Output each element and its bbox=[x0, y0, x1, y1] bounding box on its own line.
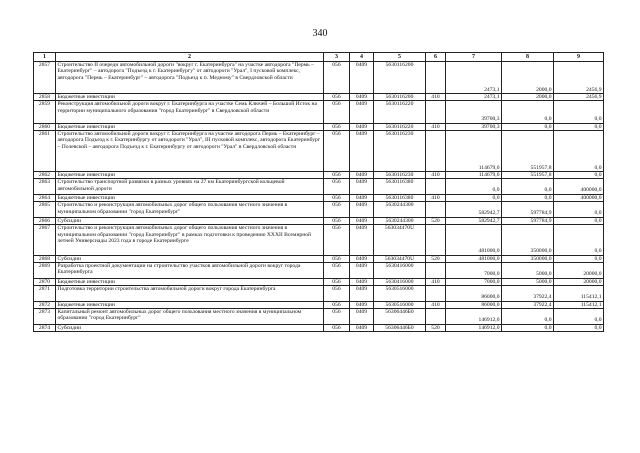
row-description: Бюджетные инвестиции bbox=[56, 171, 324, 178]
amount-col7: 114679,0 bbox=[446, 171, 502, 178]
table-row bbox=[34, 123, 604, 130]
amount-col9: 20000,0 bbox=[554, 263, 604, 279]
row-description: Строительство и реконструкция автомобильных дорог общего пользования местного значения в муниципальном образовании "город Екатеринбург" в рамках подготовки к проведению XXXII Всемирной летней Универсиады 2023 года в городе Екатеринбурге bbox=[56, 225, 324, 255]
target-article-code: 563034470U bbox=[374, 255, 426, 262]
row-description: Субсидии bbox=[56, 324, 324, 331]
amount-col8: 597784,9 bbox=[502, 202, 554, 218]
row-number: 2858 bbox=[34, 93, 56, 100]
amount-col7: 582942,7 bbox=[446, 217, 502, 224]
amount-col9: 0,0 bbox=[554, 171, 604, 178]
col-header-4: 4 bbox=[350, 53, 374, 62]
row-description: Субсидии bbox=[56, 255, 324, 262]
amount-col9: 2456,9 bbox=[554, 62, 604, 94]
col-header-3: 3 bbox=[324, 53, 350, 62]
ministry-code: 056 bbox=[324, 225, 350, 255]
ministry-code: 056 bbox=[324, 308, 350, 324]
amount-col7: 146912,0 bbox=[446, 308, 502, 324]
col-header-7: 7 bbox=[446, 53, 502, 62]
col-header-5: 5 bbox=[374, 53, 426, 62]
table-row bbox=[34, 263, 604, 279]
section-code: 0409 bbox=[350, 179, 374, 195]
expense-type-code: 520 bbox=[426, 217, 446, 224]
amount-col8: 0,0 bbox=[502, 324, 554, 331]
table-row bbox=[34, 171, 604, 178]
target-article-code: 5630116200 bbox=[374, 62, 426, 94]
amount-col9: 0,0 bbox=[554, 217, 604, 224]
amount-col9: 0,0 bbox=[554, 123, 604, 130]
target-article-code: 5630244300 bbox=[374, 217, 426, 224]
amount-col7: 0,0 bbox=[446, 194, 502, 201]
ministry-code: 056 bbox=[324, 255, 350, 262]
section-code: 0409 bbox=[350, 255, 374, 262]
ministry-code: 056 bbox=[324, 130, 350, 171]
amount-col7: 582942,7 bbox=[446, 202, 502, 218]
expense-type-code: 410 bbox=[426, 123, 446, 130]
ministry-code: 056 bbox=[324, 62, 350, 94]
row-description: Строительство автомобильной дороги вокруг г. Екатеринбурга на участке автодорога Пермь – Екатеринбург – автодорога Подъезд к г. Екатеринбургу от автодороги "Урал", III пусковой комплекс, автодорога Екатеринбург – Полевской – автодорога Подъезд к г. Екатеринбургу от автодороги "Урал" в Свердловской области bbox=[56, 130, 324, 171]
amount-col9: 0,0 bbox=[554, 255, 604, 262]
amount-col8: 551957,8 bbox=[502, 130, 554, 171]
row-number: 2863 bbox=[34, 179, 56, 195]
amount-col8: 37922,4 bbox=[502, 286, 554, 302]
col-header-2: 2 bbox=[56, 53, 324, 62]
ministry-code: 056 bbox=[324, 101, 350, 123]
section-code: 0409 bbox=[350, 101, 374, 123]
amount-col8: 0,0 bbox=[502, 179, 554, 195]
row-number: 2860 bbox=[34, 123, 56, 130]
section-code: 0409 bbox=[350, 194, 374, 201]
amount-col7: 481000,0 bbox=[446, 225, 502, 255]
amount-col8: 597784,9 bbox=[502, 217, 554, 224]
amount-col7: 7000,0 bbox=[446, 263, 502, 279]
target-article-code: 5630116200 bbox=[374, 93, 426, 100]
ministry-code: 056 bbox=[324, 301, 350, 308]
target-article-code: 5630116230 bbox=[374, 130, 426, 171]
section-code: 0409 bbox=[350, 202, 374, 218]
amount-col9: 400000,0 bbox=[554, 179, 604, 195]
section-code: 0409 bbox=[350, 171, 374, 178]
amount-col8: 350000,0 bbox=[502, 225, 554, 255]
ministry-code: 056 bbox=[324, 123, 350, 130]
amount-col8: 0,0 bbox=[502, 308, 554, 324]
ministry-code: 056 bbox=[324, 93, 350, 100]
amount-col8: 2000,0 bbox=[502, 62, 554, 94]
page-number: 340 bbox=[312, 28, 328, 39]
row-description: Строительство II очереди автомобильной дороги "вокруг г. Екатеринбурга" на участке автодорога "Пермь – Екатеринбург" – автодорога "Подъезд к г. Екатеринбургу" от автодороги "Урал", I пусковой комплекс, автодорога "Пермь – Екатеринбург" – автодорога "Подъезд к п. Медному" в Свердловской области bbox=[56, 62, 324, 94]
row-number: 2867 bbox=[34, 225, 56, 255]
table-row bbox=[34, 255, 604, 262]
ministry-code: 056 bbox=[324, 263, 350, 279]
row-description: Субсидии bbox=[56, 217, 324, 224]
table-row bbox=[34, 202, 604, 218]
row-number: 2862 bbox=[34, 171, 56, 178]
expense-type-code bbox=[426, 202, 446, 218]
amount-col7: 114679,0 bbox=[446, 130, 502, 171]
amount-col8: 37922,4 bbox=[502, 301, 554, 308]
row-description: Бюджетные инвестиции bbox=[56, 194, 324, 201]
expense-type-code bbox=[426, 130, 446, 171]
row-number: 2868 bbox=[34, 255, 56, 262]
amount-col9: 2456,9 bbox=[554, 93, 604, 100]
section-code: 0409 bbox=[350, 324, 374, 331]
amount-col7: 86000,0 bbox=[446, 286, 502, 302]
table-row bbox=[34, 278, 604, 285]
row-number: 2859 bbox=[34, 101, 56, 123]
expense-type-code: 520 bbox=[426, 255, 446, 262]
expense-type-code: 410 bbox=[426, 194, 446, 201]
amount-col7: 7000,0 bbox=[446, 278, 502, 285]
section-code: 0409 bbox=[350, 93, 374, 100]
amount-col9: 0,0 bbox=[554, 202, 604, 218]
table-row bbox=[34, 225, 604, 255]
row-number: 2870 bbox=[34, 278, 56, 285]
table-row bbox=[34, 286, 604, 302]
table-row bbox=[34, 93, 604, 100]
ministry-code: 056 bbox=[324, 217, 350, 224]
table-row bbox=[34, 324, 604, 331]
expense-type-code: 520 bbox=[426, 324, 446, 331]
table-row bbox=[34, 101, 604, 123]
row-description: Бюджетные инвестиции bbox=[56, 278, 324, 285]
row-description: Подготовка территории строительства автомобильной дороги вокруг города Екатеринбурга bbox=[56, 286, 324, 302]
col-header-9: 9 bbox=[554, 53, 604, 62]
section-code: 0409 bbox=[350, 301, 374, 308]
ministry-code: 056 bbox=[324, 278, 350, 285]
expense-type-code bbox=[426, 101, 446, 123]
amount-col8: 5000,0 bbox=[502, 278, 554, 285]
col-header-1: 1 bbox=[34, 53, 56, 62]
row-number: 2865 bbox=[34, 202, 56, 218]
expense-type-code: 410 bbox=[426, 93, 446, 100]
amount-col8: 551957,8 bbox=[502, 171, 554, 178]
target-article-code: 5630516000 bbox=[374, 286, 426, 302]
target-article-code: 56306446Б0 bbox=[374, 308, 426, 324]
amount-col7: 481000,0 bbox=[446, 255, 502, 262]
header-row bbox=[34, 53, 604, 62]
target-article-code: 56306446Б0 bbox=[374, 324, 426, 331]
section-code: 0409 bbox=[350, 286, 374, 302]
ministry-code: 056 bbox=[324, 324, 350, 331]
amount-col8: 0,0 bbox=[502, 123, 554, 130]
expense-type-code: 410 bbox=[426, 301, 446, 308]
row-description: Капитальный ремонт автомобильных дорог общего пользования местного значения в муниципальном образовании "город Екатеринбург" bbox=[56, 308, 324, 324]
table-row bbox=[34, 194, 604, 201]
target-article-code: 5630416000 bbox=[374, 278, 426, 285]
section-code: 0409 bbox=[350, 278, 374, 285]
amount-col9: 400000,0 bbox=[554, 194, 604, 201]
row-description: Разработка проектной документации на строительство участков автомобильной дороги вокруг города Екатеринбурга bbox=[56, 263, 324, 279]
expense-type-code bbox=[426, 179, 446, 195]
amount-col8: 0,0 bbox=[502, 101, 554, 123]
expense-type-code bbox=[426, 62, 446, 94]
ministry-code: 056 bbox=[324, 202, 350, 218]
expense-type-code bbox=[426, 263, 446, 279]
row-number: 2857 bbox=[34, 62, 56, 94]
row-description: Бюджетные инвестиции bbox=[56, 301, 324, 308]
row-description: Бюджетные инвестиции bbox=[56, 123, 324, 130]
table-row bbox=[34, 301, 604, 308]
amount-col9: 20000,0 bbox=[554, 278, 604, 285]
row-description: Реконструкция автомобильной дороги вокруг г. Екатеринбурга на участке Семь Ключей – Большой Исток на территории муниципального образования "город Екатеринбург" в Свердловской области bbox=[56, 101, 324, 123]
row-number: 2864 bbox=[34, 194, 56, 201]
expense-type-code bbox=[426, 225, 446, 255]
section-code: 0409 bbox=[350, 225, 374, 255]
section-code: 0409 bbox=[350, 308, 374, 324]
amount-col7: 146912,0 bbox=[446, 324, 502, 331]
ministry-code: 056 bbox=[324, 194, 350, 201]
amount-col9: 115412,1 bbox=[554, 286, 604, 302]
row-description: Строительство транспортной развязки в разных уровнях на 27 км Екатеринбургской кольцевой автомобильной дороги bbox=[56, 179, 324, 195]
amount-col9: 0,0 bbox=[554, 225, 604, 255]
target-article-code: 5630416000 bbox=[374, 263, 426, 279]
row-number: 2873 bbox=[34, 308, 56, 324]
amount-col9: 0,0 bbox=[554, 101, 604, 123]
col-header-6: 6 bbox=[426, 53, 446, 62]
table-row bbox=[34, 62, 604, 94]
amount-col7: 2473,1 bbox=[446, 62, 502, 94]
amount-col9: 0,0 bbox=[554, 308, 604, 324]
section-code: 0409 bbox=[350, 263, 374, 279]
expense-type-code: 410 bbox=[426, 278, 446, 285]
section-code: 0409 bbox=[350, 62, 374, 94]
amount-col8: 0,0 bbox=[502, 194, 554, 201]
table-row bbox=[34, 308, 604, 324]
amount-col7: 86000,0 bbox=[446, 301, 502, 308]
row-description: Строительство и реконструкция автомобильных дорог общего пользования местного значения в муниципальном образовании "город Екатеринбург" bbox=[56, 202, 324, 218]
ministry-code: 056 bbox=[324, 171, 350, 178]
expense-type-code bbox=[426, 308, 446, 324]
col-header-8: 8 bbox=[502, 53, 554, 62]
amount-col7: 2473,1 bbox=[446, 93, 502, 100]
target-article-code: 5630116220 bbox=[374, 101, 426, 123]
target-article-code: 5630116380 bbox=[374, 179, 426, 195]
amount-col8: 5000,0 bbox=[502, 263, 554, 279]
row-description: Бюджетные инвестиции bbox=[56, 93, 324, 100]
target-article-code: 563034470U bbox=[374, 225, 426, 255]
target-article-code: 5630116380 bbox=[374, 194, 426, 201]
row-number: 2871 bbox=[34, 286, 56, 302]
row-number: 2869 bbox=[34, 263, 56, 279]
table-row bbox=[34, 130, 604, 171]
expense-type-code: 410 bbox=[426, 171, 446, 178]
section-code: 0409 bbox=[350, 217, 374, 224]
table-row bbox=[34, 217, 604, 224]
table-row bbox=[34, 179, 604, 195]
amount-col7: 39700,3 bbox=[446, 101, 502, 123]
amount-col8: 2000,0 bbox=[502, 93, 554, 100]
target-article-code: 5630244300 bbox=[374, 202, 426, 218]
expense-type-code bbox=[426, 286, 446, 302]
amount-col9: 0,0 bbox=[554, 130, 604, 171]
target-article-code: 5630116220 bbox=[374, 123, 426, 130]
row-number: 2866 bbox=[34, 217, 56, 224]
amount-col9: 0,0 bbox=[554, 324, 604, 331]
target-article-code: 5630516000 bbox=[374, 301, 426, 308]
row-number: 2872 bbox=[34, 301, 56, 308]
target-article-code: 5630116230 bbox=[374, 171, 426, 178]
ministry-code: 056 bbox=[324, 286, 350, 302]
row-number: 2861 bbox=[34, 130, 56, 171]
amount-col7: 0,0 bbox=[446, 179, 502, 195]
row-number: 2874 bbox=[34, 324, 56, 331]
budget-table bbox=[33, 52, 604, 332]
ministry-code: 056 bbox=[324, 179, 350, 195]
section-code: 0409 bbox=[350, 123, 374, 130]
amount-col7: 39700,3 bbox=[446, 123, 502, 130]
amount-col8: 350000,0 bbox=[502, 255, 554, 262]
section-code: 0409 bbox=[350, 130, 374, 171]
amount-col9: 115412,1 bbox=[554, 301, 604, 308]
